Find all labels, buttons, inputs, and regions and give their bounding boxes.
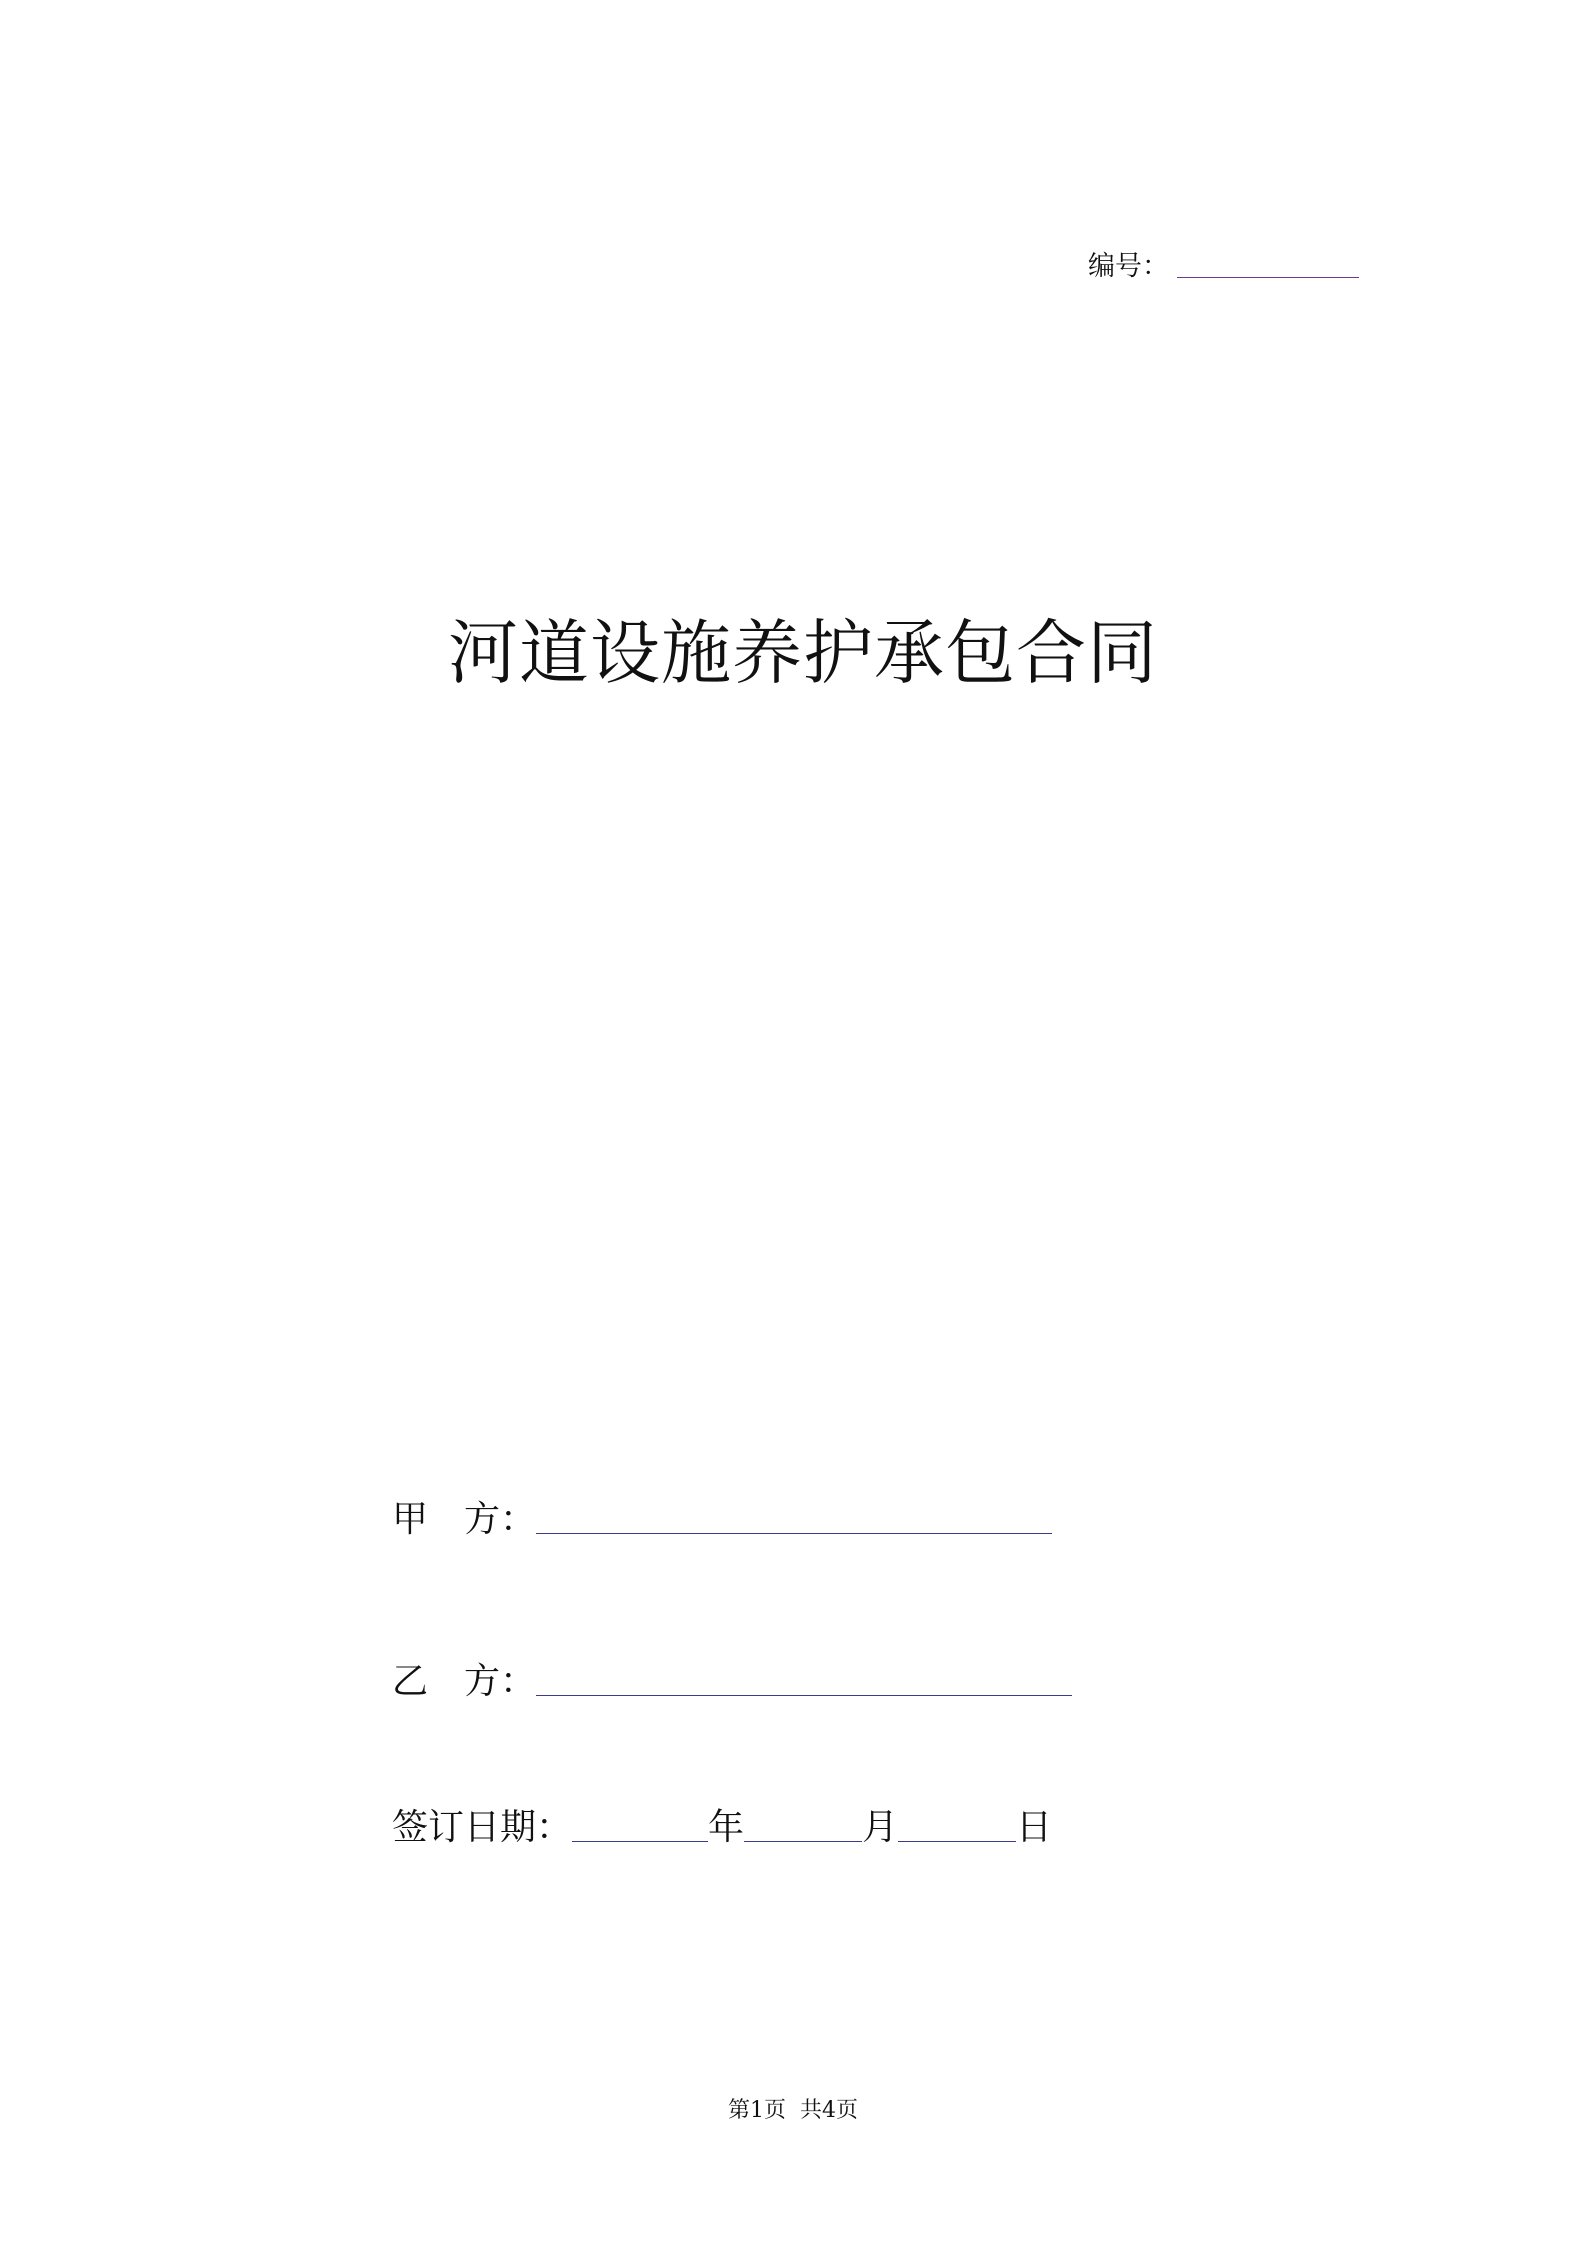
party-a-label-second: 方： — [464, 1499, 537, 1540]
sign-date-field — [392, 1796, 1052, 1846]
party-a-label-first: 甲 — [392, 1499, 429, 1540]
sign-date-day-blank[interactable] — [898, 1841, 1016, 1842]
party-a-field — [392, 1488, 1052, 1538]
sign-date-month-label: 月 — [862, 1807, 899, 1848]
document-title: 河道设施养护承包合同 — [448, 612, 1158, 694]
sign-date-year-label: 年 — [708, 1807, 745, 1848]
party-b-label-second: 方： — [464, 1661, 537, 1702]
sign-date-year-blank[interactable] — [572, 1841, 708, 1842]
sign-date-day-label: 日 — [1016, 1807, 1053, 1848]
serial-number-field — [1088, 240, 1359, 280]
party-b-blank[interactable] — [536, 1695, 1072, 1696]
page-total: 共4页 — [800, 2098, 858, 2123]
party-a-blank[interactable] — [536, 1533, 1052, 1534]
party-b-field — [392, 1650, 1072, 1700]
party-b-label-first: 乙 — [392, 1661, 429, 1702]
sign-date-label: 签订日期： — [392, 1807, 573, 1848]
serial-number-blank[interactable] — [1177, 277, 1359, 278]
sign-date-month-blank[interactable] — [744, 1841, 862, 1842]
page-number: 第1页 — [728, 2098, 786, 2123]
serial-number-label: 编号： — [1088, 251, 1169, 282]
page-footer — [0, 2096, 1586, 2126]
